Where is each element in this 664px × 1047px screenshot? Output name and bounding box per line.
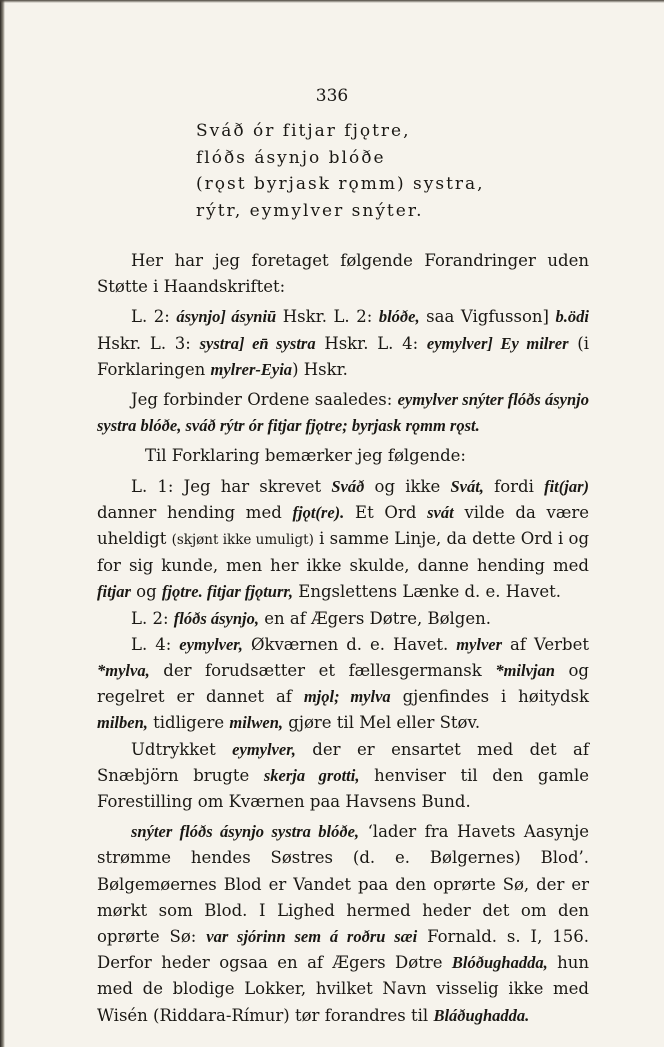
paragraph-changes: L. 2: ásynjo] ásyniū Hskr. L. 2: blóðe, saa Vigfusson] b.ödi Hskr. L. 3: systra] en̄ systra Hskr. L. 4: eymylver] Ey milrer (i Forklaringen mylrer-Eyia) Hskr. (97, 307, 589, 379)
paragraph-line-4: L. 4: eymylver, Økværnen d. e. Havet. mylver af Verbet *mylva, der forudsætter et fællesgermansk *milvjan og regelret er dannet af mjǫl; mylva gjenfindes i høitydsk milben, tidligere milwen, gjøre til Mel eller Støv. (97, 634, 589, 733)
paragraph-word-order: Jeg forbinder Ordene saaledes: eymylver snýter flóðs ásynjo systra blóðe, sváð rýtr ór fitjar fjǫtre; byrjask rǫmm rǫst. (97, 390, 589, 436)
page-number: 336 (315, 86, 349, 106)
page-edge-shadow (0, 0, 5, 1047)
verse-line: flóðs ásynjo blóðe (196, 147, 386, 168)
paragraph-blood: snýter flóðs ásynjo systra blóðe, ‘lader fra Havets Aasynje strømme hendes Søstres (d. e. Bølgernes) Blod’. Bølgemøernes Blod er Vandet paa den oprørte Sø, der er mørkt som Blod. I Lighed hermed heder det om den oprørte Sø: var sjórinn sem á roðru sæi Fornald. s. I, 156. Derfor heder ogsaa en af Ægers Døtre Blóðughadda, hun med de blodige Lokker, hvilket Navn visselig ikke med Wisén (Riddara-Rímur) tør forandres til Bláðughadda. (97, 822, 590, 1025)
paragraph-line-1: L. 1: Jeg har skrevet Sváð og ikke Svát, fordi fit(jar) danner hending med fjǫt(re). Et Ord svát vilde da være uheldigt (skjønt ikke umuligt) i samme Linje, da dette Ord i og for sig kunde, men her ikke skulde, danne hending med fitjar og fjǫtre. fitjar fjǫturr, Engslettens Lænke d. e. Havet. (97, 476, 590, 602)
verse-line: (rǫst byrjask rǫmm) systra, (196, 174, 485, 194)
verse-line: Sváð ór fitjar fjǫtre, (196, 121, 411, 141)
paragraph-explanation-heading: Til Forklaring bemærker jeg følgende: (145, 446, 466, 466)
verse-line: rýtr, eymylver snýter. (196, 200, 424, 221)
paragraph-intro: Her har jeg foretaget følgende Forandringer uden Støtte i Haandskriftet: (97, 251, 589, 297)
commentary-text (97, 248, 589, 1029)
paragraph-expression: Udtrykket eymylver, der er ensartet med det af Snæbjörn brugte skerja grotti, henviser til den gamle Forestilling om Kværnen paa Havsens Bund. (97, 739, 589, 812)
page-top-edge (0, 0, 664, 3)
paragraph-line-2: L. 2: flóðs ásynjo, en af Ægers Døtre, Bølgen. (131, 608, 491, 628)
verse-block (196, 118, 485, 224)
